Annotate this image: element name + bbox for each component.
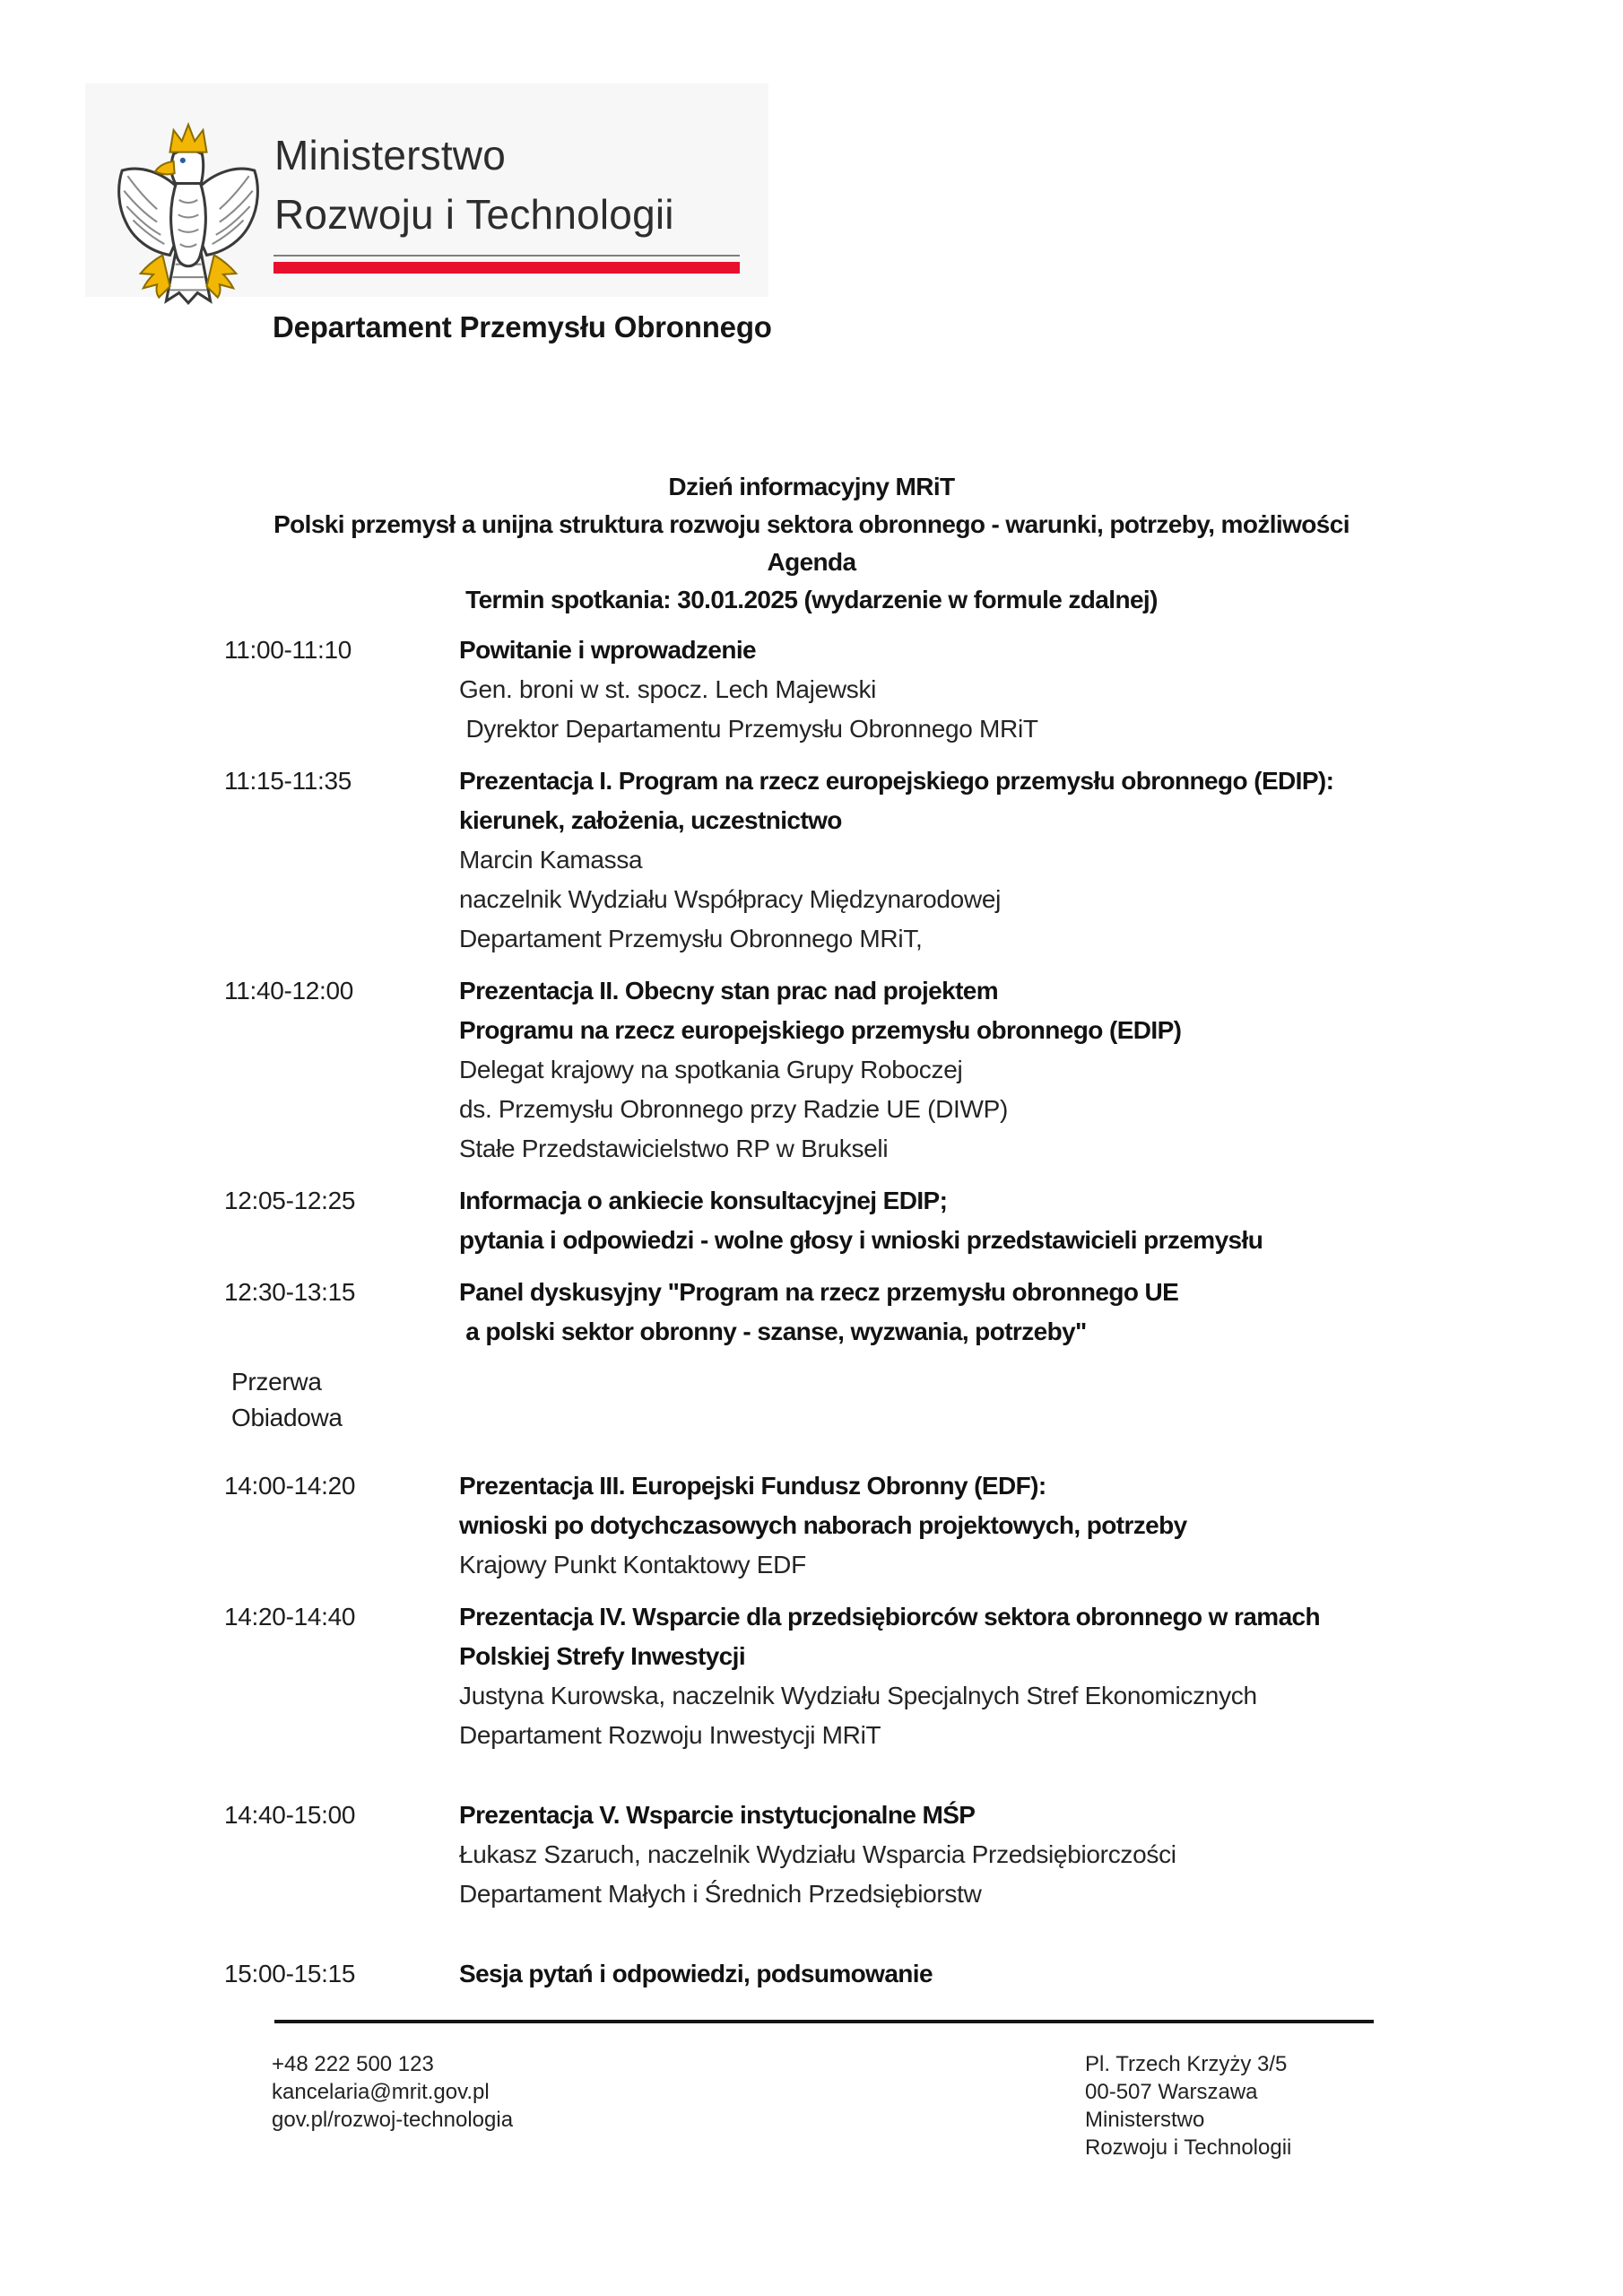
agenda-time: 11:00-11:10 (224, 636, 352, 664)
agenda-detail-line: Łukasz Szaruch, naczelnik Wydziału Wsparcia Przedsiębiorczości (459, 1840, 1176, 1868)
title-agenda-label: Agenda (767, 548, 856, 576)
footer-divider (274, 2020, 1374, 2023)
agenda-time: 11:15-11:35 (224, 767, 352, 795)
agenda-detail-line: Delegat krajowy na spotkania Grupy Roboczej (459, 1056, 963, 1083)
agenda-content (459, 631, 1463, 749)
agenda-content (459, 1597, 1463, 1755)
agenda-time: 14:20-14:40 (224, 1603, 356, 1631)
agenda-title-line: Prezentacja I. Program na rzecz europejskiego przemysłu obronnego (EDIP): (459, 767, 1334, 795)
footer-address-line: Ministerstwo (1085, 2108, 1205, 2132)
break-label-line: Obiadowa (231, 1404, 343, 1431)
agenda-content (459, 1181, 1463, 1260)
footer-website: gov.pl/rozwoj-technologia (272, 2108, 514, 2132)
footer-address-block (1085, 2050, 1291, 2161)
ministry-name-line1: Ministerstwo (274, 132, 507, 178)
title-event-name: Dzień informacyjny MRiT (668, 473, 955, 500)
agenda-title-line: Polskiej Strefy Inwestycji (459, 1642, 745, 1670)
agenda-item-7 (0, 1597, 1623, 1755)
agenda-detail-line: Departament Małych i Średnich Przedsiębiorstw (459, 1880, 982, 1908)
agenda-title-line: wnioski po dotychczasowych naborach projektowych, potrzeby (459, 1511, 1187, 1539)
agenda-title-line: Panel dyskusyjny "Program na rzecz przemysłu obronnego UE (459, 1278, 1179, 1306)
agenda-detail-line: Dyrektor Departamentu Przemysłu Obronnego MRiT (459, 715, 1038, 743)
polish-eagle-icon (115, 117, 262, 325)
department-name: Departament Przemysłu Obronnego (273, 310, 772, 344)
agenda-item-3 (0, 971, 1623, 1169)
logo-red-rule (273, 262, 740, 274)
agenda-item-2 (0, 761, 1623, 959)
lunch-break-row (0, 1364, 1623, 1436)
footer-email: kancelaria@mrit.gov.pl (272, 2080, 490, 2104)
agenda-title-line: a polski sektor obronny - szanse, wyzwania, potrzeby" (459, 1318, 1087, 1345)
agenda-detail-line: Departament Rozwoju Inwestycji MRiT (459, 1721, 881, 1749)
agenda-detail-line: Justyna Kurowska, naczelnik Wydziału Specjalnych Stref Ekonomicznych (459, 1682, 1257, 1709)
footer-phone: +48 222 500 123 (272, 2052, 434, 2076)
agenda-title-line: Prezentacja II. Obecny stan prac nad projektem (459, 977, 999, 1004)
agenda-title-line: Informacja o ankiecie konsultacyjnej EDIP; (459, 1187, 948, 1214)
agenda-title-line: kierunek, założenia, uczestnictwo (459, 806, 842, 834)
footer-address-line: Pl. Trzech Krzyży 3/5 (1085, 2052, 1288, 2076)
agenda-time: 14:00-14:20 (224, 1472, 356, 1500)
agenda-list (0, 631, 1623, 1994)
agenda-title-line: pytania i odpowiedzi - wolne głosy i wnioski przedstawicieli przemysłu (459, 1226, 1263, 1254)
agenda-detail-line: Gen. broni w st. spocz. Lech Majewski (459, 675, 877, 703)
agenda-item-5 (0, 1273, 1623, 1352)
ministry-name (274, 126, 674, 244)
agenda-detail-line: Krajowy Punkt Kontaktowy EDF (459, 1551, 806, 1578)
agenda-detail-line: Marcin Kamassa (459, 846, 643, 874)
agenda-time: 11:40-12:00 (224, 977, 354, 1004)
agenda-item-4 (0, 1181, 1623, 1260)
agenda-title-line: Programu na rzecz europejskiego przemysłu obronnego (EDIP) (459, 1016, 1182, 1044)
agenda-content (459, 761, 1463, 959)
agenda-detail-line: Stałe Przedstawicielstwo RP w Brukseli (459, 1135, 889, 1162)
agenda-item-6 (0, 1466, 1623, 1585)
agenda-title-line: Sesja pytań i odpowiedzi, podsumowanie (459, 1960, 933, 1987)
agenda-content (459, 971, 1463, 1169)
agenda-time: 14:40-15:00 (224, 1801, 356, 1829)
agenda-item-8 (0, 1796, 1623, 1914)
agenda-content (459, 1954, 1463, 1994)
agenda-content (459, 1466, 1463, 1585)
document-title-block (0, 468, 1623, 619)
agenda-detail-line: Departament Przemysłu Obronnego MRiT, (459, 925, 923, 952)
break-label-line: Przerwa (231, 1368, 322, 1396)
agenda-title-line: Prezentacja IV. Wsparcie dla przedsiębiorców sektora obronnego w ramach (459, 1603, 1321, 1631)
agenda-title-line: Powitanie i wprowadzenie (459, 636, 756, 664)
footer-address-line: Rozwoju i Technologii (1085, 2135, 1292, 2160)
title-subtitle: Polski przemysł a unijna struktura rozwoju sektora obronnego - warunki, potrzeby, możliwości (273, 510, 1350, 538)
agenda-content (459, 1796, 1463, 1914)
logo-gray-rule (273, 255, 740, 257)
agenda-item-1 (0, 631, 1623, 749)
agenda-time: 15:00-15:15 (224, 1960, 356, 1987)
lunch-break-label (224, 1364, 459, 1436)
agenda-time: 12:30-13:15 (224, 1278, 356, 1306)
agenda-detail-line: naczelnik Wydziału Współpracy Międzynarodowej (459, 885, 1002, 913)
agenda-item-9 (0, 1954, 1623, 1994)
footer-address-line: 00-507 Warszawa (1085, 2080, 1258, 2104)
agenda-time: 12:05-12:25 (224, 1187, 356, 1214)
ministry-name-line2: Rozwoju i Technologii (274, 191, 674, 238)
agenda-detail-line: ds. Przemysłu Obronnego przy Radzie UE (DIWP) (459, 1095, 1009, 1123)
agenda-content (459, 1273, 1463, 1352)
agenda-title-line: Prezentacja V. Wsparcie instytucjonalne MŚP (459, 1801, 976, 1829)
agenda-title-line: Prezentacja III. Europejski Fundusz Obronny (EDF): (459, 1472, 1046, 1500)
footer-contact-block (272, 2050, 513, 2134)
title-meeting-date: Termin spotkania: 30.01.2025 (wydarzenie w formule zdalnej) (465, 586, 1158, 613)
